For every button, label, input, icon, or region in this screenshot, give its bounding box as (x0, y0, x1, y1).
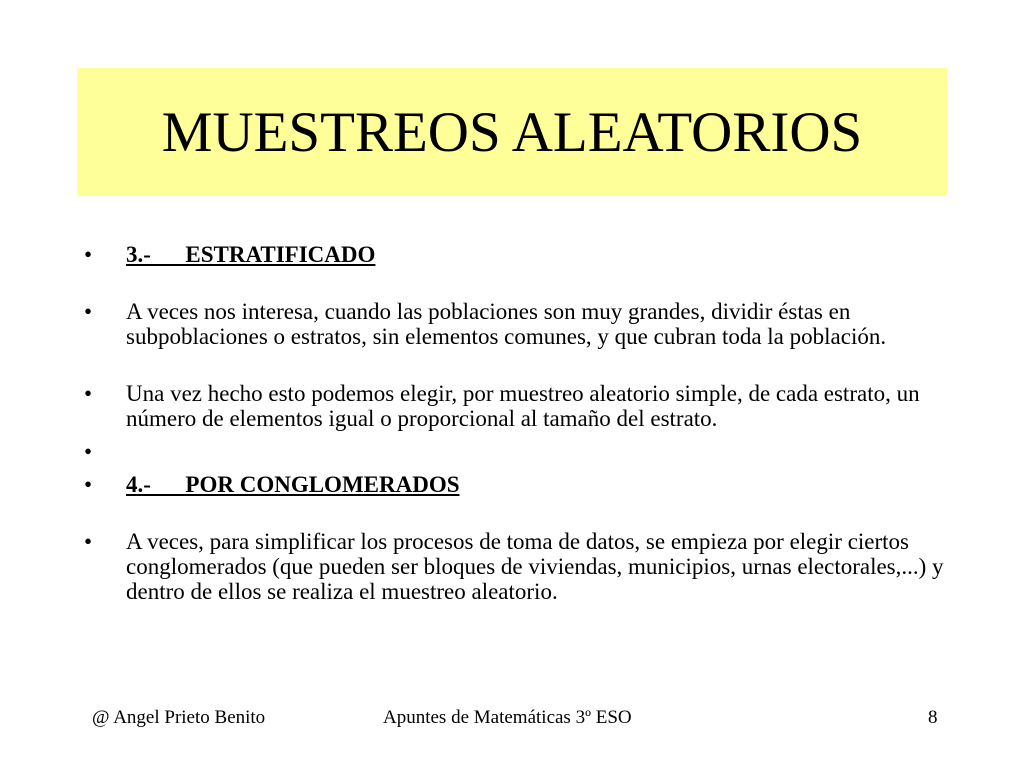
bullet-text (126, 439, 964, 464)
bullet-dot: • (84, 529, 93, 554)
bullet-text: A veces, para simplificar los procesos de toma de datos, se empieza por elegir ciertos conglomerados (que pueden ser bloques de viviendas, municipios, urnas electorales,...) y dentro de ellos se realiza el muestreo aleatorio. (126, 529, 944, 604)
bullet-list (84, 242, 964, 604)
bullet-text: A veces nos interesa, cuando las poblaciones son muy grandes, dividir éstas en subpoblaciones o estratos, sin elementos comunes, y que cubran toda la población. (126, 299, 887, 349)
section-heading-conglomerados: 4.- POR CONGLOMERADOS (126, 472, 460, 497)
bullet-item-estratificado-definition (84, 299, 964, 349)
footer-page-number: 8 (928, 707, 938, 728)
bullet-item-empty (84, 439, 964, 464)
bullet-dot: • (84, 439, 93, 464)
bullet-text: Una vez hecho esto podemos elegir, por muestreo aleatorio simple, de cada estrato, un número de elementos igual o proporcional al tamaño del estrato. (126, 381, 920, 431)
bullet-dot: • (84, 299, 93, 324)
section-heading-estratificado: 3.- ESTRATIFICADO (126, 242, 376, 267)
bullet-dot: • (84, 381, 93, 406)
bullet-dot: • (84, 472, 93, 497)
bullet-dot: • (84, 242, 93, 267)
footer-course: Apuntes de Matemáticas 3º ESO (383, 707, 632, 728)
bullet-item-estratificado-heading (84, 242, 964, 267)
bullet-item-conglomerados-heading (84, 472, 964, 497)
bullet-item-estratificado-procedure (84, 381, 964, 431)
bullet-item-conglomerados-definition (84, 529, 964, 604)
slide-title-box (77, 68, 947, 196)
slide-title: MUESTREOS ALEATORIOS (161, 100, 863, 164)
footer-author: @ Angel Prieto Benito (92, 707, 266, 728)
